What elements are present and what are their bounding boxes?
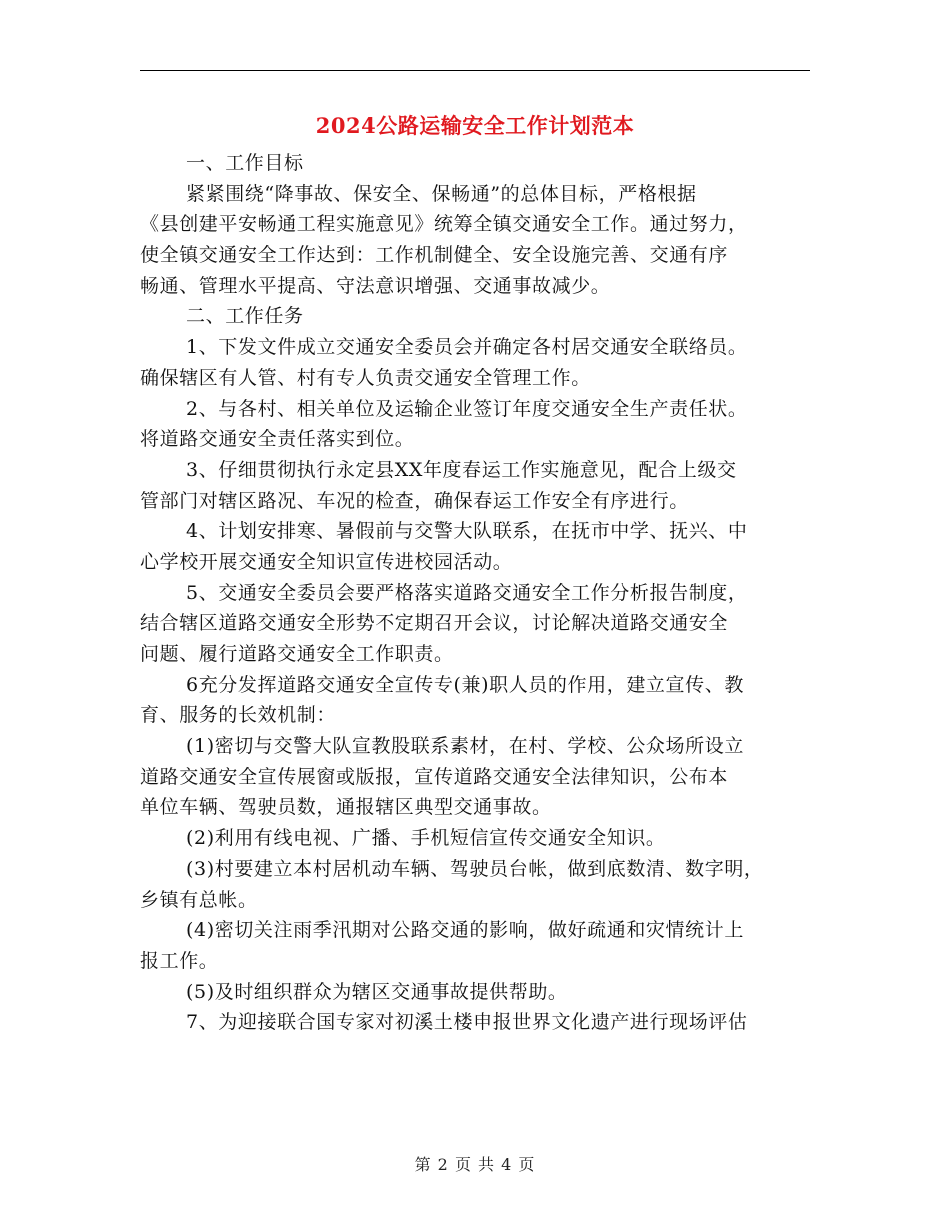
paragraph-line: 《县创建平安畅通工程实施意见》统筹全镇交通安全工作。通过努力， [140,213,748,236]
paragraph-line: 道路交通安全宣传展窗或版报，宣传道路交通安全法律知识，公布本 [140,765,729,788]
paragraph-line: 确保辖区有人管、村有专人负责交通安全管理工作。 [140,366,591,389]
paragraph-line: (5)及时组织群众为辖区交通事故提供帮助。 [186,980,568,1003]
paragraph-line: 畅通、管理水平提高、守法意识增强、交通事故减少。 [140,274,611,297]
paragraph-line: (3)村要建立本村居机动车辆、驾驶员台帐，做到底数清、数字明， [186,857,764,880]
paragraph-line: 3、仔细贯彻执行永定县XX年度春运工作实施意见，配合上级交 [186,458,737,481]
paragraph-line: 将道路交通安全责任落实到位。 [140,428,415,451]
paragraph-line: 5、交通安全委员会要严格落实道路交通安全工作分析报告制度， [186,581,748,604]
paragraph-line: (4)密切关注雨季汛期对公路交通的影响，做好疏通和灾情统计上 [186,919,744,942]
document-body [140,148,816,1038]
paragraph-line: 结合辖区道路交通安全形势不定期召开会议，讨论解决道路交通安全 [140,612,729,635]
paragraph-line: (1)密切与交警大队宣教股联系素材，在村、学校、公众场所设立 [186,735,744,758]
paragraph-line: 乡镇有总帐。 [140,888,258,911]
paragraph-line: 单位车辆、驾驶员数，通报辖区典型交通事故。 [140,796,552,819]
paragraph-line: 报工作。 [140,949,219,972]
paragraph-line: (2)利用有线电视、广播、手机短信宣传交通安全知识。 [186,827,666,850]
paragraph-line: 1、下发文件成立交通安全委员会并确定各村居交通安全联络员。 [186,336,748,359]
paragraph-line: 紧紧围绕“降事故、保安全、保畅通”的总体目标，严格根据 [186,182,697,205]
paragraph-line: 6充分发挥道路交通安全宣传专(兼)职人员的作用，建立宣传、教 [186,673,744,696]
header-rule [140,70,810,71]
paragraph-line: 使全镇交通安全工作达到：工作机制健全、安全设施完善、交通有序 [140,244,729,267]
paragraph-line: 管部门对辖区路况、车况的检查，确保春运工作安全有序进行。 [140,489,689,512]
paragraph-line: 二、工作任务 [186,305,304,328]
paragraph-line: 问题、履行道路交通安全工作职责。 [140,643,454,665]
paragraph-line: 7、为迎接联合国专家对初溪土楼申报世界文化遗产进行现场评估 [186,1011,748,1034]
paragraph-line: 4、计划安排寒、暑假前与交警大队联系，在抚市中学、抚兴、中 [186,520,748,543]
paragraph-line: 2、与各村、相关单位及运输企业签订年度交通安全生产责任状。 [186,397,748,420]
paragraph-line: 心学校开展交通安全知识宣传进校园活动。 [140,550,513,573]
paragraph-line: 育、服务的长效机制： [140,704,337,727]
page-number: 第 2 页 共 4 页 [414,1155,536,1174]
document-title: 2024公路运输安全工作计划范本 [315,113,635,138]
paragraph-line: 一、工作目标 [186,152,304,174]
